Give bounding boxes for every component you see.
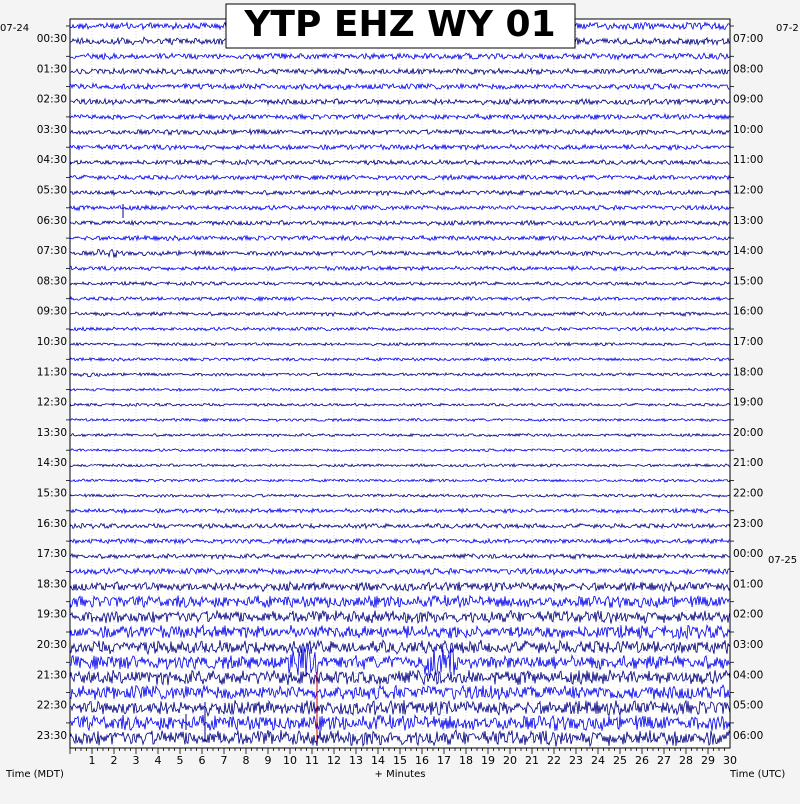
right-date-change-label: 07-25: [768, 555, 798, 566]
left-time-label: 12:30: [36, 396, 67, 409]
x-tick-label: 10: [283, 754, 297, 767]
left-time-label: 00:30: [36, 33, 67, 45]
right-axis-title: Time (UTC): [730, 769, 786, 780]
left-time-label: 04:30: [36, 154, 67, 167]
right-time-label: 15:00: [733, 275, 764, 288]
x-tick-label: 24: [591, 754, 605, 767]
right-time-label: 22:00: [733, 487, 764, 500]
right-time-label: 05:00: [733, 699, 764, 712]
right-time-label: 17:00: [733, 336, 764, 348]
left-time-label: 10:30: [36, 336, 67, 348]
left-time-label: 03:30: [36, 123, 67, 136]
x-tick-label: 12: [327, 754, 341, 767]
x-tick-label: 3: [132, 754, 140, 767]
x-tick-label: 18: [459, 754, 473, 767]
left-time-label: 15:30: [36, 487, 67, 500]
left-time-label: 01:30: [36, 63, 67, 76]
right-time-label: 12:00: [733, 184, 764, 197]
x-tick-label: 13: [349, 754, 363, 767]
left-time-label: 07:30: [36, 245, 67, 258]
right-time-label: 03:00: [733, 639, 764, 651]
left-time-axis: [37, 26, 70, 742]
right-time-label: 04:00: [733, 669, 764, 682]
x-tick-label: 17: [437, 754, 451, 767]
left-time-label: 08:30: [36, 275, 67, 288]
left-time-label: 05:30: [36, 184, 67, 197]
x-tick-label: 4: [154, 754, 162, 767]
right-time-label: 23:00: [733, 517, 764, 530]
right-time-label: 06:00: [733, 729, 764, 742]
x-tick-label: 20: [503, 754, 517, 767]
left-time-label: 11:30: [36, 366, 67, 379]
right-time-label: 09:00: [733, 93, 764, 106]
x-tick-label: 21: [525, 754, 539, 767]
x-tick-label: 30: [723, 754, 737, 767]
x-tick-label: 26: [635, 754, 649, 767]
right-time-label: 08:00: [733, 63, 764, 76]
left-time-label: 19:30: [36, 608, 67, 621]
x-tick-label: 6: [198, 754, 206, 767]
right-time-label: 13:00: [733, 214, 764, 227]
x-tick-label: 25: [613, 754, 627, 767]
right-time-label: 01:00: [733, 578, 764, 591]
left-time-label: 02:30: [36, 93, 67, 106]
right-time-label: 14:00: [733, 245, 764, 258]
x-tick-label: 8: [242, 754, 250, 767]
right-time-label: 07:00: [733, 33, 764, 45]
right-time-label: 02:00: [733, 608, 764, 621]
right-time-label: 19:00: [733, 396, 764, 409]
chart-title: YTP EHZ WY 01: [244, 4, 556, 45]
left-time-label: 06:30: [36, 214, 67, 227]
right-date-label: 07-2: [776, 23, 799, 34]
x-tick-label: 5: [176, 754, 184, 767]
left-time-label: 21:30: [36, 669, 67, 682]
x-tick-label: 23: [569, 754, 583, 767]
right-time-label: 21:00: [733, 457, 764, 470]
right-time-label: 16:00: [733, 305, 764, 318]
left-time-label: 20:30: [36, 639, 67, 651]
left-time-label: 18:30: [36, 578, 67, 591]
x-tick-label: 7: [220, 754, 228, 767]
x-tick-label: 15: [393, 754, 407, 767]
plot-area: [70, 19, 730, 748]
x-axis-title: + Minutes: [374, 769, 426, 780]
right-time-label: 10:00: [733, 123, 764, 136]
x-tick-label: 29: [701, 754, 715, 767]
left-axis-title: Time (MDT): [6, 769, 64, 780]
right-time-label: 18:00: [733, 366, 764, 379]
x-tick-label: 27: [657, 754, 671, 767]
left-time-label: 16:30: [36, 517, 67, 530]
left-time-label: 23:30: [36, 729, 67, 742]
x-axis: [70, 748, 737, 767]
x-tick-label: 16: [415, 754, 429, 767]
right-time-label: 11:00: [733, 154, 764, 167]
right-time-label: 00:00: [733, 548, 764, 561]
right-time-label: 20:00: [733, 426, 764, 439]
x-tick-label: 19: [481, 754, 495, 767]
x-tick-label: 2: [110, 754, 118, 767]
left-time-label: 13:30: [36, 426, 67, 439]
left-date-label: 07-24: [0, 23, 30, 34]
left-time-label: 09:30: [36, 305, 67, 318]
left-time-label: 14:30: [36, 457, 67, 470]
x-tick-label: 11: [305, 754, 319, 767]
left-time-label: 22:30: [36, 699, 67, 712]
x-tick-label: 14: [371, 754, 385, 767]
x-tick-label: 9: [264, 754, 272, 767]
x-tick-label: 1: [88, 754, 96, 767]
x-tick-label: 22: [547, 754, 561, 767]
x-tick-label: 28: [679, 754, 693, 767]
right-time-axis: [730, 26, 763, 742]
left-time-label: 17:30: [36, 548, 67, 561]
